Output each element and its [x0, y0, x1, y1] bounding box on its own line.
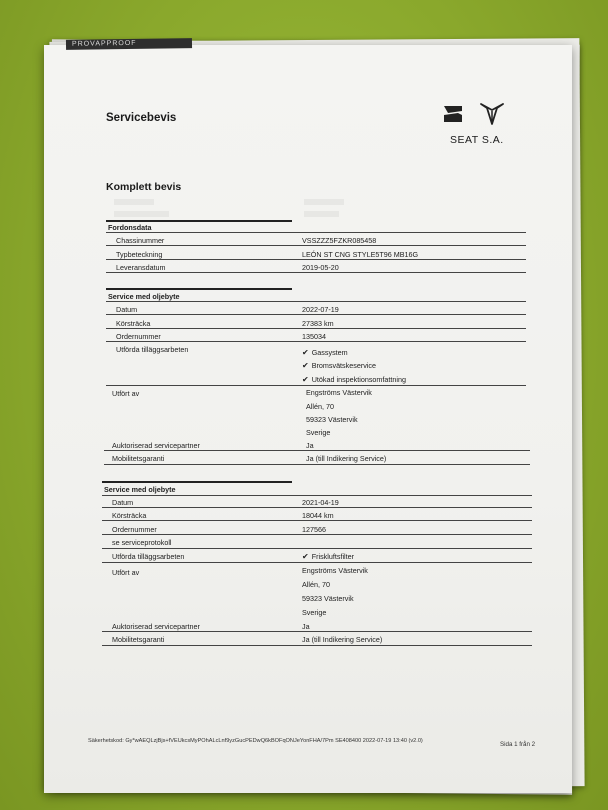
- service2-mobilitet-label: Mobilitetsgaranti: [112, 635, 165, 644]
- leveransdatum-label: Leveransdatum: [116, 263, 166, 272]
- service1-workshop-country: Sverige: [306, 428, 331, 437]
- cupra-icon: [480, 102, 504, 126]
- checkmark-icon: ✔: [302, 361, 309, 370]
- service2-workshop-name: Engströms Västervik: [302, 566, 368, 575]
- service2-tillagg-item: ✔ Friskluftsfilter: [302, 552, 355, 561]
- heading-rule: [106, 220, 292, 222]
- service1-ordernummer-label: Ordernummer: [116, 332, 161, 341]
- service1-partner-label: Auktoriserad servicepartner: [112, 441, 200, 450]
- row-divider: [106, 232, 526, 233]
- row-divider: [102, 534, 532, 535]
- service2-korstracka-value: 18044 km: [302, 511, 334, 520]
- show-through: [304, 211, 339, 217]
- service1-workshop-name: Engströms Västervik: [306, 388, 372, 397]
- show-through: [304, 199, 344, 205]
- top-stamp: PROVAPPROOF: [66, 38, 192, 50]
- service2-workshop-country: Sverige: [302, 608, 327, 617]
- row-divider: [102, 507, 532, 508]
- service2-ordernummer-value: 127566: [302, 525, 326, 534]
- service2-partner-label: Auktoriserad servicepartner: [112, 622, 200, 631]
- service1-utfort-label: Utfört av: [112, 389, 140, 398]
- service2-partner-value: Ja: [302, 622, 310, 631]
- row-divider: [106, 328, 526, 329]
- row-divider: [106, 301, 526, 302]
- heading-rule: [106, 288, 292, 290]
- service1-korstracka-value: 27383 km: [302, 319, 334, 328]
- show-through: [114, 211, 169, 217]
- service2-protokoll-label: se serviceprotokoll: [112, 538, 172, 547]
- service1-tillagg-item: ✔ Gassystem: [302, 348, 348, 357]
- checkmark-icon: ✔: [302, 375, 309, 384]
- section-title: Komplett bevis: [106, 181, 182, 193]
- row-divider: [106, 272, 526, 273]
- fordonsdata-heading: Fordonsdata: [108, 223, 152, 232]
- chassinummer-value: VSSZZZ5FZKR085458: [302, 236, 377, 245]
- page-number: Sida 1 från 2: [500, 741, 536, 748]
- row-divider: [102, 631, 532, 632]
- document-title: Servicebevis: [106, 112, 177, 124]
- typbeteckning-value: LEÓN ST CNG STYLE5T96 MB16G: [302, 250, 419, 259]
- row-divider: [106, 385, 526, 386]
- service1-datum-label: Datum: [116, 305, 138, 314]
- service1-ordernummer-value: 135034: [302, 332, 326, 341]
- service2-datum-value: 2021-04-19: [302, 498, 339, 507]
- row-divider: [102, 548, 532, 549]
- service1-workshop-street: Allén, 70: [306, 402, 334, 411]
- heading-rule: [102, 481, 292, 483]
- checkmark-icon: ✔: [302, 348, 309, 357]
- row-divider: [102, 520, 532, 521]
- service2-ordernummer-label: Ordernummer: [112, 525, 157, 534]
- row-divider: [106, 314, 526, 315]
- row-divider: [102, 645, 532, 646]
- service2-workshop-street: Allén, 70: [302, 580, 330, 589]
- row-divider: [106, 259, 526, 260]
- row-divider: [106, 245, 526, 246]
- show-through: [114, 199, 154, 205]
- chassinummer-label: Chassinummer: [116, 236, 165, 245]
- service1-datum-value: 2022-07-19: [302, 305, 339, 314]
- service1-mobilitet-label: Mobilitetsgaranti: [112, 454, 165, 463]
- service1-korstracka-label: Körsträcka: [116, 319, 151, 328]
- security-code: Säkerhetskod: Gy*wAEQLzjBjs+fVEUkcsMyPOhALcLnf9yzGucPEDwQ6kBOFqONJeYonFHA/7Pm SE408400 2022-07-19 13:40 (v2.0): [88, 738, 423, 744]
- row-divider: [106, 341, 526, 342]
- brand-name: SEAT S.A.: [450, 134, 504, 146]
- typbeteckning-label: Typbeteckning: [116, 250, 163, 259]
- seat-logo: [442, 100, 532, 160]
- leveransdatum-value: 2019-05-20: [302, 263, 339, 272]
- service2-heading: Service med oljebyte: [104, 485, 176, 494]
- row-divider: [102, 495, 532, 496]
- row-divider: [104, 450, 530, 451]
- service2-korstracka-label: Körsträcka: [112, 511, 147, 520]
- service1-workshop-city: 59323 Västervik: [306, 415, 358, 424]
- service2-utfort-label: Utfört av: [112, 568, 140, 577]
- row-divider: [102, 562, 532, 563]
- service1-partner-value: Ja: [306, 441, 314, 450]
- service1-heading: Service med oljebyte: [108, 292, 180, 301]
- service2-mobilitet-value: Ja (till Indikering Service): [302, 635, 383, 644]
- service1-mobilitet-value: Ja (till Indikering Service): [306, 454, 387, 463]
- row-divider: [104, 464, 530, 465]
- service1-tillagg-label: Utförda tilläggsarbeten: [116, 345, 189, 354]
- service1-tillagg-item: ✔ Bromsvätskeservice: [302, 361, 377, 370]
- service2-workshop-city: 59323 Västervik: [302, 594, 354, 603]
- document-page: [44, 39, 572, 793]
- checkmark-icon: ✔: [302, 552, 309, 561]
- seat-s-icon: [442, 104, 464, 124]
- service2-tillagg-label: Utförda tilläggsarbeten: [112, 552, 185, 561]
- service2-datum-label: Datum: [112, 498, 134, 507]
- service1-tillagg-item: ✔ Utökad inspektionsomfattning: [302, 375, 406, 384]
